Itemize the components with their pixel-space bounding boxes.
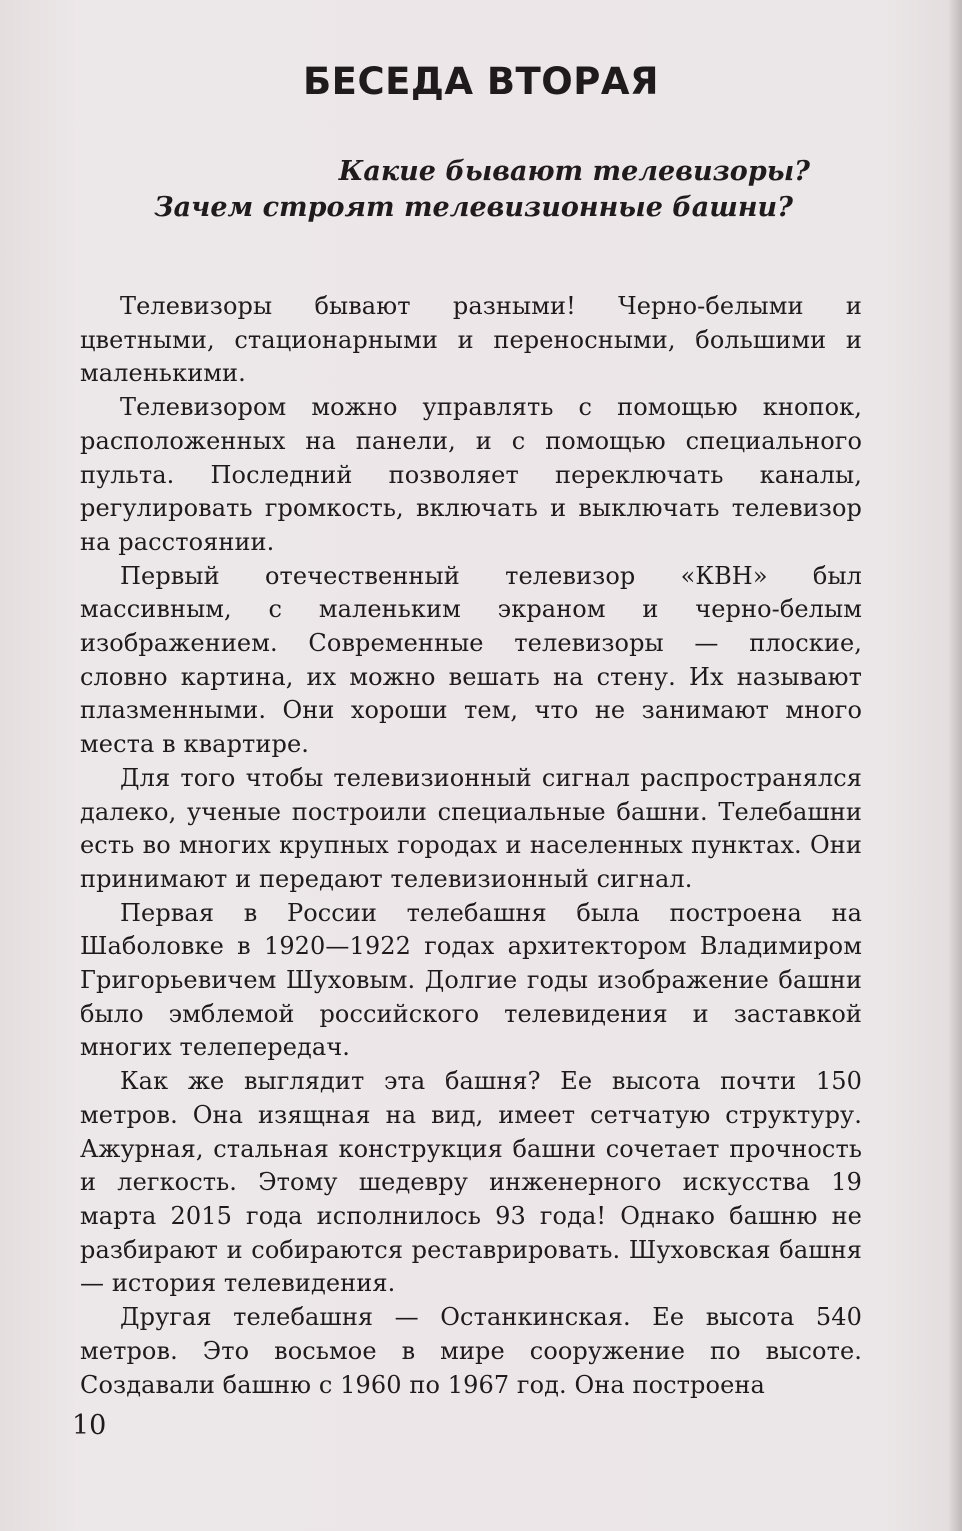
chapter-subheading-line-2: Зачем строят телевизионные башни?: [154, 192, 793, 223]
body-text: [80, 290, 862, 1402]
paragraph: Первая в России телебашня была построена на Шаболовке в 1920—1922 годах архитектором Владимиром Григорьевичем Шуховым. Долгие годы изображение башни было эмблемой российского телевидения и заставкой многих телепередач.: [80, 898, 862, 1062]
page-number: 10: [72, 1410, 107, 1441]
paragraph: Другая телебашня — Останкинская. Ее высота 540 метров. Это восьмое в мире сооружение по высоте. Создавали башню с 1960 по 1967 год. Она построена: [80, 1303, 862, 1399]
chapter-subheading-line-1: Какие бывают телевизоры?: [338, 156, 810, 187]
paragraph: Телевизором можно управлять с помощью кнопок, расположенных на панели, и с помощью специального пульта. Последний позволяет переключать каналы, регулировать громкость, включать и выключать телевизор на расстоянии.: [80, 393, 862, 556]
paragraph: Для того чтобы телевизионный сигнал распространялся далеко, ученые построили специальные башни. Телебашни есть во многих крупных городах и населенных пунктах. Они принимают и передают телевизионный сигнал.: [80, 763, 862, 893]
paragraph: Как же выглядит эта башня? Ее высота почти 150 метров. Она изящная на вид, имеет сетчатую структуру. Ажурная, стальная конструкция башни сочетает прочность и легкость. Этому шедевру инженерного искусства 19 марта 2015 года исполнилось 93 года! Однако башню не разбирают и собираются реставрировать. Шуховская башня — история телевидения.: [80, 1067, 862, 1298]
paragraph: Первый отечественный телевизор «КВН» был массивным, с маленьким экраном и черно-белым изображением. Современные телевизоры — плоские, словно картина, их можно вешать на стену. Их называют плазменными. Они хороши тем, что не занимают много места в квартире.: [80, 561, 862, 759]
chapter-heading: БЕСЕДА ВТОРАЯ: [302, 60, 659, 103]
paragraph: Телевизоры бывают разными! Черно-белыми и цветными, стационарными и переносными, большими и маленькими.: [80, 292, 862, 388]
page-edge-shadow: [948, 0, 962, 1531]
